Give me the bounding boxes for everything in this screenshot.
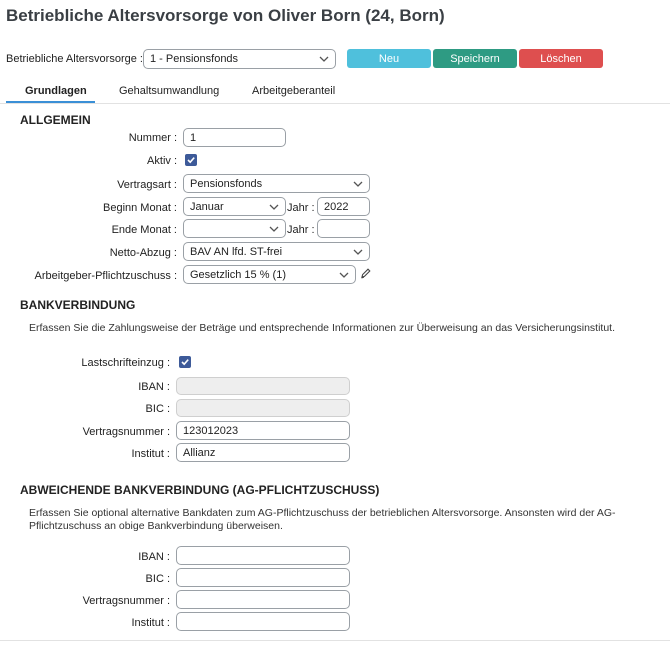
new-button[interactable]: Neu [347, 49, 431, 68]
abweichende-bankverbindung-description: Erfassen Sie optional alternative Bankdaten zum AG-Pflichtzuschuss der betrieblichen Altersvorsorge. Ansonsten wird der AG-Pflichtzuschuss an obige Bankverbindung überweisen. [29, 507, 616, 532]
vertragsnummer-input[interactable]: 123012023 [176, 421, 350, 440]
bic-label: BIC : [145, 403, 170, 415]
tab-gehaltsumwandlung[interactable]: Gehaltsumwandlung [119, 85, 220, 97]
alt-bic-input[interactable] [176, 568, 350, 587]
vertragsnummer-label: Vertragsnummer : [82, 426, 170, 438]
beginn-monat-label: Beginn Monat : [103, 202, 177, 214]
bottom-divider [0, 640, 670, 641]
section-abweichende-bankverbindung-heading: ABWEICHENDE BANKVERBINDUNG (AG-PFLICHTZUSCHUSS) [20, 483, 380, 497]
alt-institut-input[interactable] [176, 612, 350, 631]
iban-label: IBAN : [138, 381, 170, 393]
chevron-down-icon [339, 271, 349, 279]
chevron-down-icon [353, 248, 363, 256]
alt-vertragsnummer-input[interactable] [176, 590, 350, 609]
ende-jahr-label: Jahr : [287, 224, 315, 236]
lastschrifteinzug-checkbox[interactable] [179, 356, 191, 368]
ende-monat-label: Ende Monat : [111, 224, 177, 236]
ende-jahr-input[interactable] [317, 219, 370, 238]
beginn-monat-value: Januar [190, 200, 224, 213]
alt-iban-label: IBAN : [138, 551, 170, 563]
ende-monat-select[interactable] [183, 219, 286, 238]
beginn-jahr-input[interactable]: 2022 [317, 197, 370, 216]
institut-label: Institut : [131, 448, 170, 460]
tab-grundlagen[interactable]: Grundlagen [25, 85, 87, 97]
section-bankverbindung-heading: BANKVERBINDUNG [20, 298, 136, 312]
delete-button[interactable]: Löschen [519, 49, 603, 68]
nummer-label: Nummer : [128, 132, 177, 144]
save-button[interactable]: Speichern [433, 49, 517, 68]
page-title: Betriebliche Altersvorsorge von Oliver Born (24, Born) [6, 6, 445, 25]
bav-selector-value: 1 - Pensionsfonds [150, 53, 239, 65]
chevron-down-icon [269, 203, 279, 211]
bav-selector-label: Betriebliche Altersvorsorge : [6, 53, 143, 65]
tab-divider [0, 103, 670, 104]
aktiv-label: Aktiv : [147, 155, 177, 167]
alt-iban-input[interactable] [176, 546, 350, 565]
iban-input[interactable] [176, 377, 350, 395]
alt-institut-label: Institut : [131, 617, 170, 629]
netto-abzug-select[interactable] [183, 242, 370, 261]
section-allgemein-heading: ALLGEMEIN [20, 113, 91, 127]
check-icon [180, 357, 190, 367]
beginn-jahr-label: Jahr : [287, 202, 315, 214]
vertragsart-select[interactable] [183, 174, 370, 193]
alt-vertragsnummer-label: Vertragsnummer : [82, 595, 170, 607]
bic-input[interactable] [176, 399, 350, 417]
aktiv-checkbox[interactable] [185, 154, 197, 166]
beginn-monat-select[interactable] [183, 197, 286, 216]
chevron-down-icon [269, 225, 279, 233]
check-icon [186, 155, 196, 165]
vertragsart-value: Pensionsfonds [190, 177, 263, 190]
tab-arbeitgeberanteil[interactable]: Arbeitgeberanteil [252, 85, 336, 97]
alt-bic-label: BIC : [145, 573, 170, 585]
vertragsart-label: Vertragsart : [117, 179, 177, 191]
chevron-down-icon [319, 55, 329, 63]
bav-selector[interactable] [143, 49, 336, 69]
netto-abzug-label: Netto-Abzug : [109, 247, 177, 259]
institut-input[interactable]: Allianz [176, 443, 350, 462]
ag-pflichtzuschuss-value: Gesetzlich 15 % (1) [190, 268, 286, 281]
ag-pflichtzuschuss-select[interactable] [183, 265, 356, 284]
ag-pflichtzuschuss-label: Arbeitgeber-Pflichtzuschuss : [34, 270, 177, 282]
edit-pencil-icon[interactable] [360, 267, 371, 279]
nummer-input[interactable]: 1 [183, 128, 286, 147]
netto-abzug-value: BAV AN lfd. ST-frei [190, 245, 283, 258]
lastschrifteinzug-label: Lastschrifteinzug : [81, 357, 170, 369]
bankverbindung-description: Erfassen Sie die Zahlungsweise der Beträge und entsprechende Informationen zur Überweisung an das Versicherungsinstitut. [29, 322, 616, 334]
chevron-down-icon [353, 180, 363, 188]
